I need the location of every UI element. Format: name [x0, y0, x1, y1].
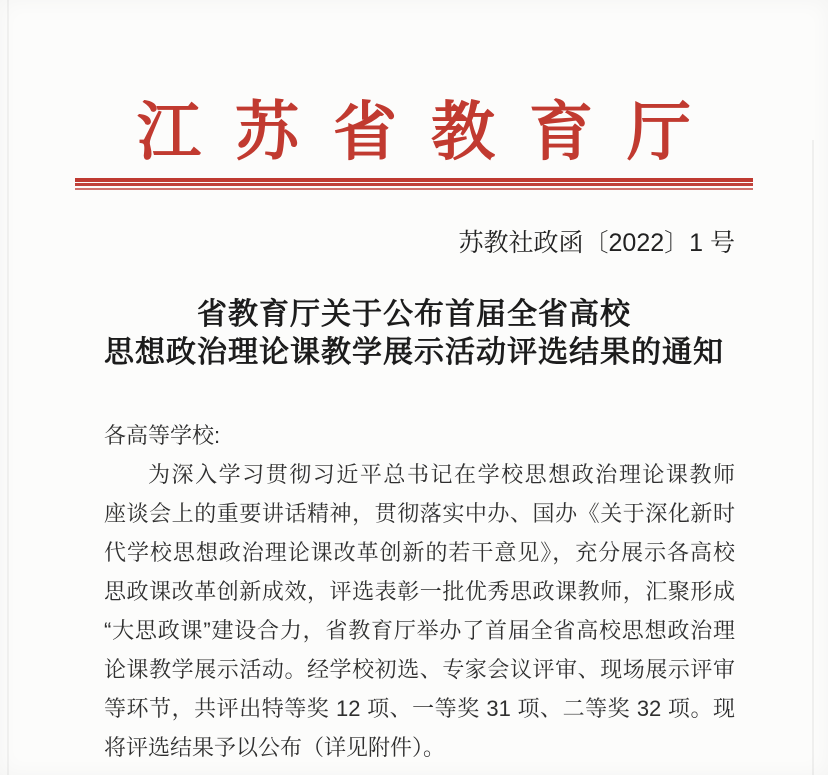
scan-edge-right [812, 140, 814, 775]
body-line: 代学校思想政治理论课改革创新的若干意见》，充分展示各高校 [104, 540, 735, 565]
document-title-line-2: 思想政治理论课教学展示活动评选结果的通知 [104, 336, 724, 369]
body-line: “大思政课”建设合力，省教育厅举办了首届全省高校思想政治理 [104, 618, 735, 643]
letterhead-divider [75, 178, 753, 190]
body-line: 等环节，共评出特等奖 12 项、一等奖 31 项、二等奖 32 项。现 [104, 696, 735, 721]
body-line: 为深入学习贯彻习近平总书记在学校思想政治理论课教师 [148, 462, 735, 487]
letterhead-agency-name: 江苏省教育厅 [137, 97, 725, 168]
divider-bar-bottom [75, 188, 753, 190]
document-body [0, 416, 828, 767]
body-line: 座谈会上的重要讲话精神，贯彻落实中办、国办《关于深化新时 [104, 501, 735, 526]
document-title [0, 296, 828, 372]
body-line: 论课教学展示活动。经学校初选、专家会议评审、现场展示评审 [104, 657, 735, 682]
body-line: 将评选结果予以公布（详见附件）。 [104, 735, 446, 760]
salutation: 各高等学校: [104, 423, 221, 448]
scan-edge-left [7, 0, 9, 775]
document-reference-number: 苏教社政函〔2022〕1 号 [458, 229, 735, 257]
body-line: 思政课改革创新成效，评选表彰一批优秀思政课教师，汇聚形成 [104, 579, 735, 604]
document-title-line-1: 省教育厅关于公布首届全省高校 [197, 298, 631, 331]
